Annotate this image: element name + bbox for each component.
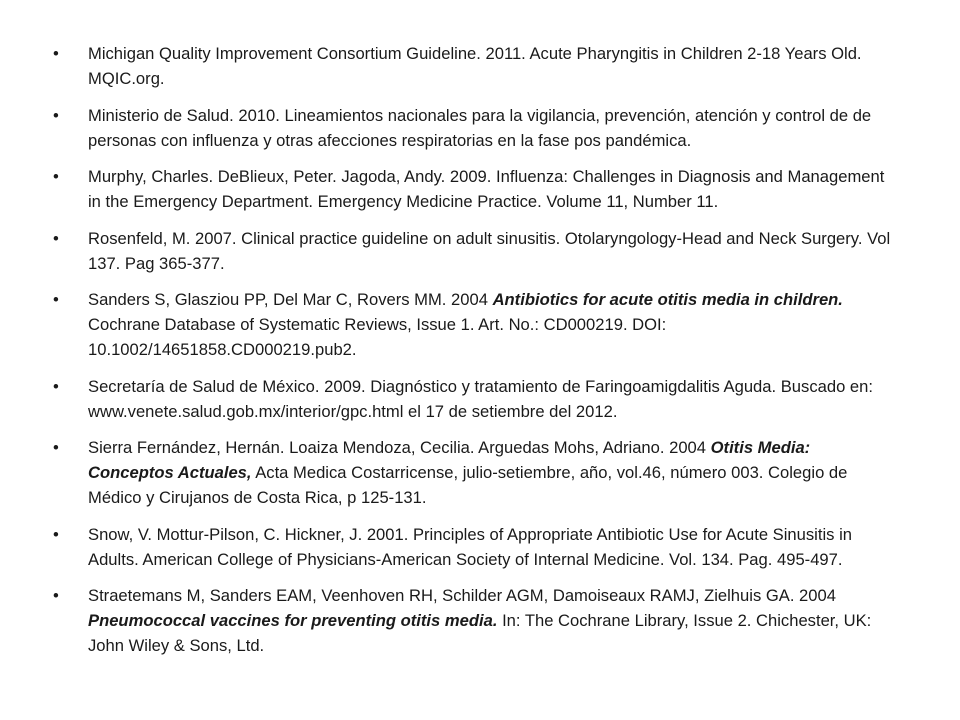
reference-text: Acta Medica Costarricense, julio-setiembre, año, vol.46, número 003. Colegio de Médico y Cirujanos de Costa Rica, p 125-131. — [88, 463, 848, 507]
reference-item — [50, 583, 900, 658]
reference-text: Straetemans M, Sanders EAM, Veenhoven RH, Schilder AGM, Damoiseaux RAMJ, Zielhuis GA. 2004 — [88, 586, 836, 605]
reference-item — [50, 164, 900, 214]
reference-text: Sanders S, Glasziou PP, Del Mar C, Rovers MM. 2004 — [88, 290, 493, 309]
reference-text: Cochrane Database of Systematic Reviews, Issue 1. Art. No.: CD000219. DOI: 10.1002/14651858.CD000219.pub2. — [88, 315, 667, 359]
reference-text: Murphy, Charles. DeBlieux, Peter. Jagoda, Andy. 2009. Influenza: Challenges in Diagnosis and Management in the Emergency Department. Emergency Medicine Practice. Volume 11, Number 11. — [88, 167, 885, 211]
reference-text: In: The Cochrane Library, Issue 2. Chichester, UK: John Wiley & Sons, Ltd. — [88, 611, 872, 655]
reference-text: Rosenfeld, M. 2007. Clinical practice guideline on adult sinusitis. Otolaryngology-Head and Neck Surgery. Vol 137. Pag 365-377. — [88, 228, 891, 273]
reference-title-emphasis: Antibiotics for acute otitis media in children. — [492, 290, 843, 309]
reference-item — [50, 287, 900, 362]
reference-item — [50, 226, 900, 276]
reference-item — [50, 41, 900, 91]
reference-item — [50, 103, 900, 153]
reference-text: Secretaría de Salud de México. 2009. Diagnóstico y tratamiento de Faringoamigdalitis Aguda. Buscado en: www.venete.salud.gob.mx/interior/gpc.html el 17 de setiembre del 2012. — [88, 376, 873, 421]
reference-title-emphasis: Pneumococcal vaccines for preventing otitis media. — [88, 611, 498, 630]
reference-title-emphasis: Otitis Media: Conceptos Actuales, — [88, 438, 811, 482]
reference-list — [50, 41, 900, 658]
reference-item — [50, 374, 900, 424]
reference-item — [50, 435, 900, 510]
reference-text: Michigan Quality Improvement Consortium Guideline. 2011. Acute Pharyngitis in Children 2-18 Years Old. MQIC.org. — [88, 44, 862, 88]
reference-text: Snow, V. Mottur-Pilson, C. Hickner, J. 2001. Principles of Appropriate Antibiotic Use for Acute Sinusitis in Adults. American College of Physicians-American Society of Internal Medicine. Vol. 134. Pag. 495-497. — [88, 524, 852, 569]
reference-text: Ministerio de Salud. 2010. Lineamientos nacionales para la vigilancia, prevención, atención y control de de personas con influenza y otras afecciones respiratorias en la fase pos pandémica. — [88, 105, 872, 150]
reference-item — [50, 522, 900, 572]
reference-text: Sierra Fernández, Hernán. Loaiza Mendoza, Cecilia. Arguedas Mohs, Adriano. 2004 — [88, 438, 711, 457]
